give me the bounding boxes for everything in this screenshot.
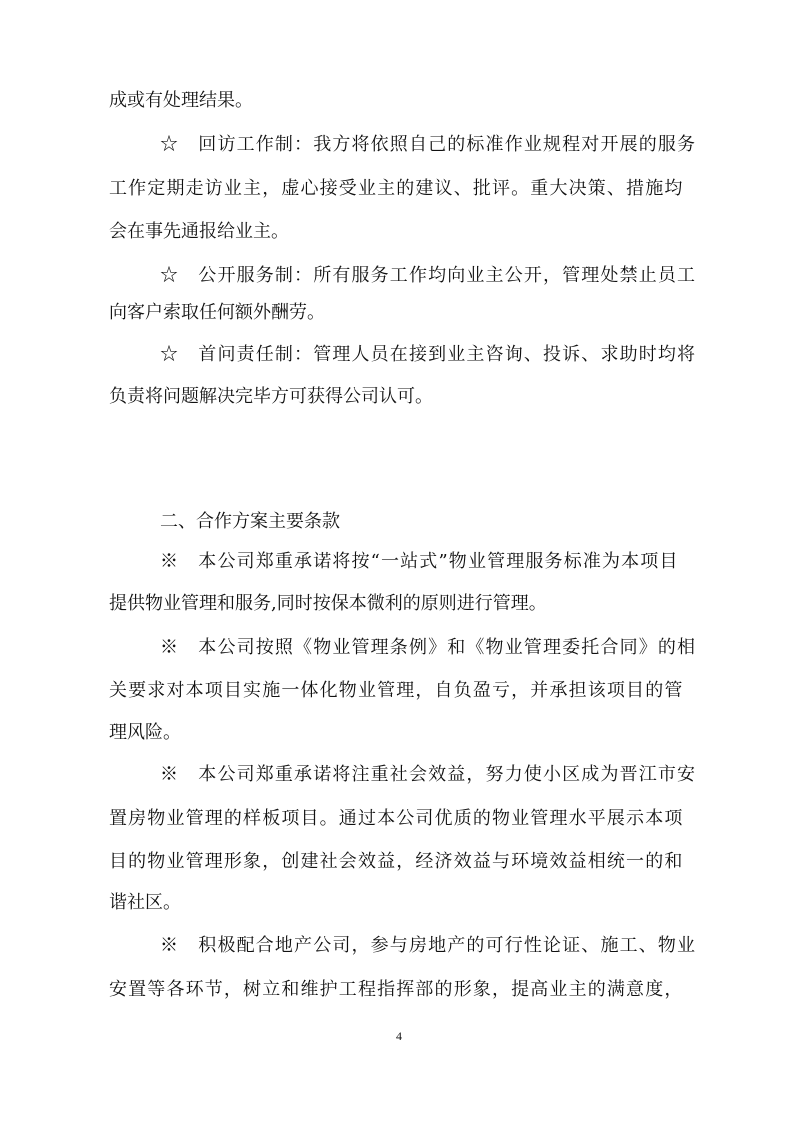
page-number: 4 (396, 1029, 402, 1043)
text-line: ☆ 回访工作制：我方将依照自己的标准作业规程对开展的服务 (160, 134, 697, 155)
text-line: 会在事先通报给业主。 (109, 221, 289, 242)
paragraph-line (0, 847, 793, 877)
text-line: 置房物业管理的样板项目。通过本公司优质的物业管理水平展示本项 (109, 808, 684, 829)
paragraph-line (0, 589, 793, 619)
paragraph-line (0, 382, 793, 412)
text-line: 关要求对本项目实施一体化物业管理，自负盈亏，并承担该项目的管 (109, 680, 684, 701)
text-line: 理风险。 (109, 722, 181, 743)
text-line: ※ 本公司郑重承诺将按“一站式”物业管理服务标准为本项目 (160, 551, 679, 572)
paragraph-line (0, 86, 793, 116)
text-line: ※ 本公司郑重承诺将注重社会效益，努力使小区成为晋江市安 (160, 764, 697, 785)
text-line: ☆ 公开服务制：所有服务工作均向业主公开，管理处禁止员工 (160, 265, 697, 286)
paragraph-line (0, 804, 793, 834)
paragraph-line (0, 130, 793, 160)
paragraph-line (0, 547, 793, 577)
text-line: 负责将问题解决完毕方可获得公司认可。 (109, 386, 433, 407)
text-line: 安置等各环节，树立和维护工程指挥部的形象，提高业主的满意度， (109, 979, 684, 1000)
paragraph-line (0, 298, 793, 328)
paragraph-line (0, 174, 793, 204)
paragraph-line (0, 931, 793, 961)
paragraph-line (0, 975, 793, 1005)
text-line: 成或有处理结果。 (109, 90, 253, 111)
section-heading (0, 507, 793, 537)
text-line: 目的物业管理形象，创建社会效益，经济效益与环境效益相统一的和 (109, 851, 684, 872)
paragraph-line (0, 718, 793, 748)
text-line: ※ 本公司按照《物业管理条例》和《物业管理委托合同》的相 (160, 637, 697, 658)
paragraph-line (0, 261, 793, 291)
paragraph-line (0, 760, 793, 790)
paragraph-line (0, 217, 793, 247)
text-line: 提供物业管理和服务,同时按保本微利的原则进行管理。 (109, 593, 547, 614)
text-line: 向客户索取任何额外酬劳。 (109, 302, 325, 323)
section-heading-text: 二、合作方案主要条款 (160, 511, 340, 532)
paragraph-line (0, 340, 793, 370)
text-line: ☆ 首问责任制：管理人员在接到业主咨询、投诉、求助时均将 (160, 344, 697, 365)
paragraph-line (0, 888, 793, 918)
paragraph-line (0, 633, 793, 663)
text-line: ※ 积极配合地产公司，参与房地产的可行性论证、施工、物业 (160, 935, 697, 956)
text-line: 谐社区。 (109, 892, 181, 913)
paragraph-line (0, 676, 793, 706)
text-line: 工作定期走访业主，虚心接受业主的建议、批评。重大决策、措施均 (109, 178, 684, 199)
